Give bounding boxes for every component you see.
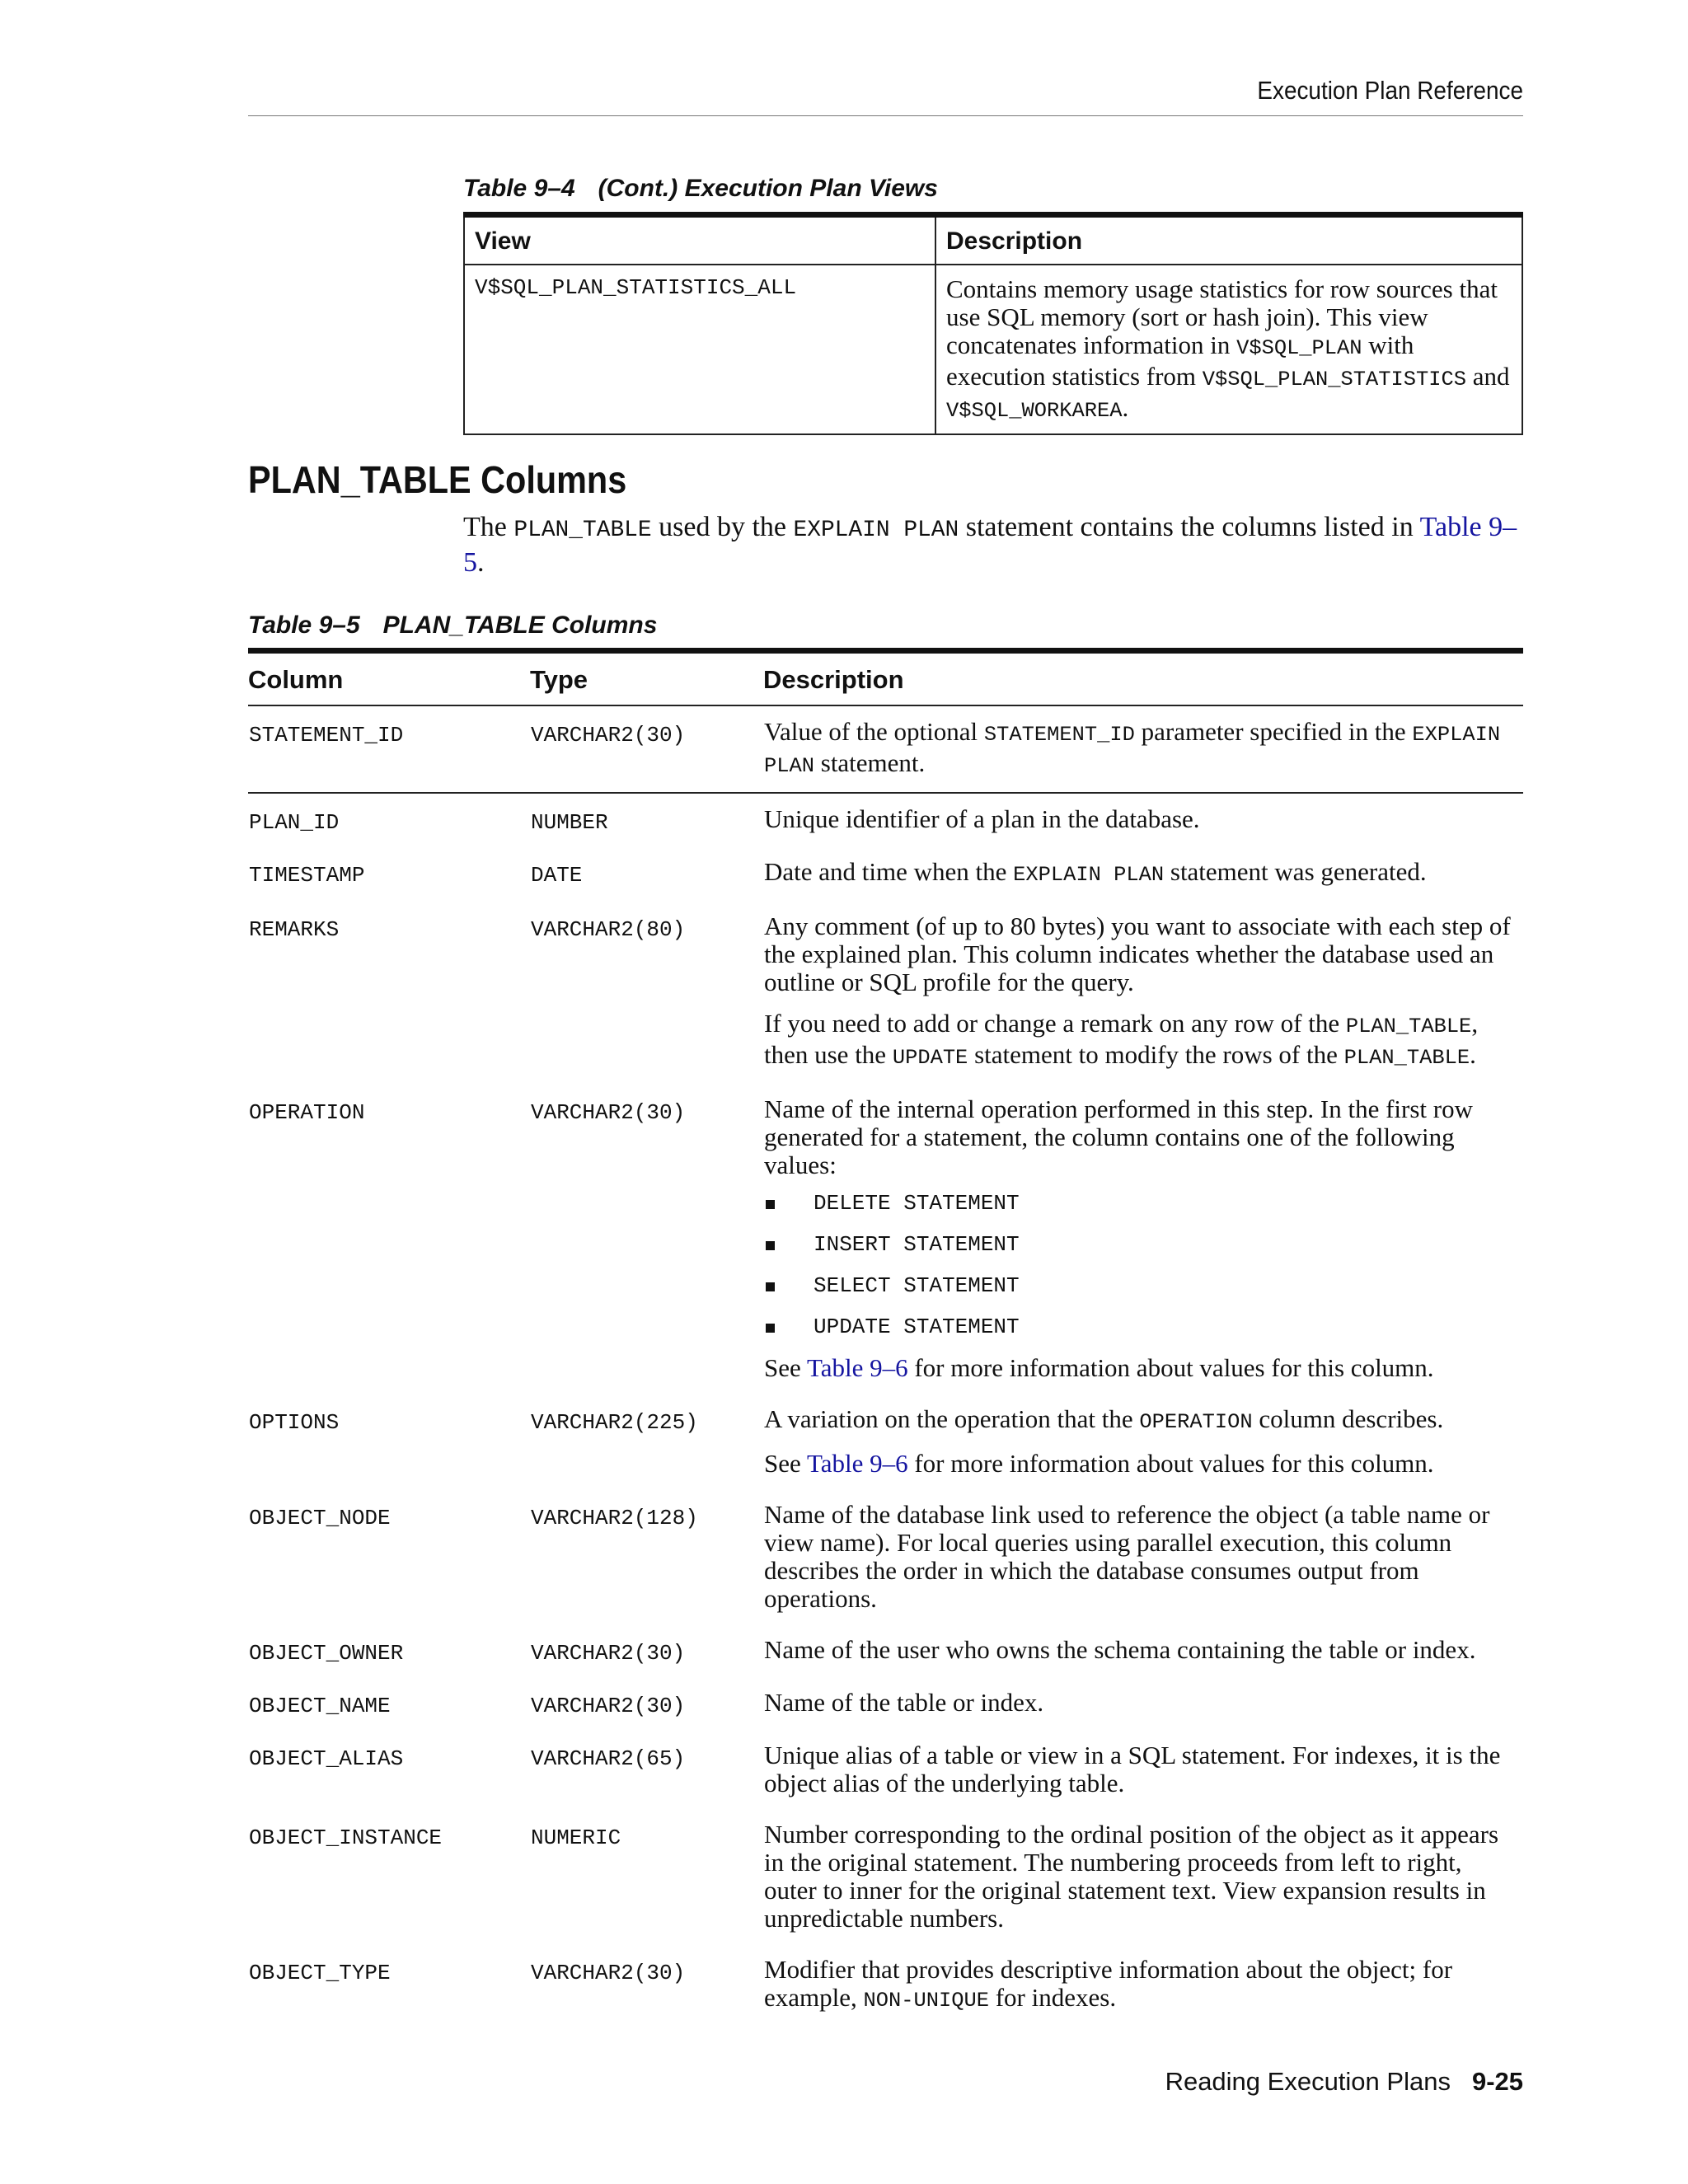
desc-text: Contains memory usage statistics for row sources that use SQL memory (sort or hash join). This view concatenates information in [946,274,1498,359]
table-9-5-caption-number: Table 9–5 [248,612,360,639]
column-header-type: Type [530,651,763,706]
column-header-description: Description [935,215,1522,265]
column-header-column: Column [248,651,530,706]
column-name-cell: OBJECT_ALIAS [249,1746,404,1771]
desc-paragraph: Any comment (of up to 80 bytes) you want to associate with each step of the explained plan. This column indicates whether the database used an outline or SQL profile for the query. [764,912,1511,996]
column-header-view: View [464,215,935,265]
table-row [248,901,1523,1084]
table-row [248,705,1523,793]
desc-paragraph: Name of the internal operation performed in this step. In the first row generated for a statement, the column contains one of the following values: [764,1094,1473,1179]
column-type-cell: VARCHAR2(30) [531,1641,686,1666]
column-description-cell: Number corresponding to the ordinal position of the object as it appears in the original statement. The numbering proceeds from left to right, outer to inner for the original statement text. View expansion results in unpredictable numbers. [764,1820,1499,1933]
table-row [248,1489,1523,1624]
table-row [248,1809,1523,1944]
column-header-description: Description [763,651,1523,706]
code-term: UPDATE [892,1046,968,1070]
desc-text: for more information about values for this column. [907,1353,1434,1382]
code-term: STATEMENT_ID [983,723,1135,747]
table-row [248,1394,1523,1489]
plan-table-columns-table [248,648,1523,2027]
page-number: 9-25 [1471,2067,1523,2096]
table-9-5-caption-title: PLAN_TABLE Columns [382,612,658,639]
desc-paragraph [764,1405,1515,1436]
code-term: PLAN_TABLE [513,518,652,543]
table-header-row [248,651,1523,706]
column-name-cell: OPTIONS [249,1410,340,1435]
running-header: Execution Plan Reference [1257,76,1523,105]
column-type-cell: VARCHAR2(30) [531,1100,686,1125]
column-type-cell: VARCHAR2(30) [531,1694,686,1718]
table-9-5-link[interactable]: Table 9–5 [463,512,1517,578]
column-description-cell [763,901,1523,1084]
list-item: INSERT STATEMENT [764,1230,1515,1258]
table-9-6-link[interactable]: Table 9–6 [806,1449,908,1478]
intro-paragraph [463,511,1523,579]
table-row [248,1677,1523,1730]
table-row [248,846,1523,901]
code-term: V$SQL_PLAN [1236,336,1362,360]
page-footer [1071,2067,1523,2097]
code-term: NON-UNIQUE [863,1989,989,2013]
header-rule [248,115,1523,116]
desc-paragraph [764,1450,1515,1478]
table-9-4-caption [463,175,938,203]
code-term: V$SQL_PLAN_STATISTICS [1202,368,1466,391]
footer-chapter: Reading Execution Plans [1165,2067,1451,2096]
code-term: V$SQL_WORKAREA [946,399,1123,423]
column-type-cell: VARCHAR2(128) [531,1506,698,1530]
column-type-cell: NUMERIC [531,1825,621,1850]
view-description-cell [935,265,1522,434]
list-item: DELETE STATEMENT [764,1189,1515,1217]
code-term: EXPLAIN PLAN [764,723,1501,778]
table-row [464,265,1522,434]
column-name-cell: STATEMENT_ID [248,705,530,793]
table-row [248,1084,1523,1394]
code-term: PLAN_TABLE [1345,1015,1472,1038]
desc-text: Modifier that provides descriptive information about the object; for example, [764,1955,1453,2012]
column-name-cell: TIMESTAMP [249,863,365,888]
desc-paragraph [764,1354,1515,1382]
column-name-cell: PLAN_ID [249,810,340,835]
intro-text: used by the [651,512,794,542]
column-type-cell: VARCHAR2(30) [531,1961,686,1985]
desc-text: If you need to add or change a remark on any row of the [764,1009,1346,1038]
execution-plan-views-table [463,212,1523,435]
desc-text: Date and time when the [764,857,1014,886]
table-row [248,1624,1523,1677]
intro-text: . [477,547,485,578]
code-term: EXPLAIN PLAN [793,518,959,543]
column-description-cell: Unique identifier of a plan in the database. [764,804,1200,833]
intro-text: statement contains the columns listed in [959,512,1420,542]
column-type-cell: VARCHAR2(80) [531,917,686,942]
desc-text: statement to modify the rows of the [968,1040,1344,1069]
desc-text: Value of the optional [764,717,984,746]
column-description-cell [763,1944,1523,2027]
column-name-cell: OBJECT_TYPE [249,1961,391,1985]
desc-text: . [1122,393,1129,422]
desc-text: See [764,1353,807,1382]
list-item: UPDATE STATEMENT [764,1313,1515,1341]
view-name-cell: V$SQL_PLAN_STATISTICS_ALL [464,265,935,434]
desc-text: for indexes. [988,1983,1117,2012]
desc-paragraph [764,1010,1515,1072]
desc-text: A variation on the operation that the [764,1404,1140,1433]
operation-values-list [764,1189,1515,1341]
column-description-cell: Unique alias of a table or view in a SQL statement. For indexes, it is the object alias of the underlying table. [764,1741,1501,1797]
desc-text: with execution statistics from [946,330,1414,391]
desc-text: for more information about values for this column. [907,1449,1434,1478]
column-name-cell: OBJECT_OWNER [249,1641,404,1666]
column-name-cell: OBJECT_INSTANCE [249,1825,443,1850]
desc-text: parameter specified in the [1134,717,1413,746]
code-term: PLAN_TABLE [1343,1046,1470,1070]
desc-text: and [1465,362,1510,391]
column-type-cell: VARCHAR2(30) [530,705,763,793]
column-description-cell [763,1394,1523,1489]
desc-text: . [1470,1040,1476,1069]
table-9-4-caption-title: (Cont.) Execution Plan Views [598,175,938,202]
desc-text: , then use the [764,1009,1479,1069]
code-term: EXPLAIN PLAN [1013,863,1165,887]
table-9-6-link[interactable]: Table 9–6 [806,1353,908,1382]
column-name-cell: OPERATION [249,1100,365,1125]
column-name-cell: OBJECT_NAME [249,1694,391,1718]
table-row [248,793,1523,846]
column-description-cell: Name of the table or index. [764,1688,1044,1717]
code-term: OPERATION [1139,1410,1253,1434]
desc-text: statement. [814,748,926,777]
column-type-cell: VARCHAR2(225) [531,1410,698,1435]
column-name-cell: REMARKS [249,917,340,942]
column-name-cell: OBJECT_NODE [249,1506,391,1530]
column-description-cell [763,1084,1523,1394]
column-type-cell: VARCHAR2(65) [531,1746,686,1771]
desc-text: statement was generated. [1164,857,1427,886]
table-row [248,1944,1523,2027]
column-description-cell: Name of the user who owns the schema containing the table or index. [764,1635,1476,1664]
column-description-cell [763,705,1523,793]
column-type-cell: DATE [531,863,583,888]
desc-text: See [764,1449,807,1478]
desc-text: column describes. [1252,1404,1444,1433]
table-header-row [464,215,1522,265]
table-9-5-caption [248,612,657,640]
section-title: PLAN_TABLE Columns [248,458,627,501]
table-row [248,1730,1523,1809]
list-item: SELECT STATEMENT [764,1272,1515,1300]
column-description-cell [763,846,1523,901]
column-type-cell: NUMBER [531,810,608,835]
intro-text: The [463,512,514,542]
column-description-cell: Name of the database link used to reference the object (a table name or view name). For local queries using parallel execution, this column describes the order in which the database consumes output from operations. [764,1500,1490,1613]
table-9-4-caption-number: Table 9–4 [463,175,575,202]
